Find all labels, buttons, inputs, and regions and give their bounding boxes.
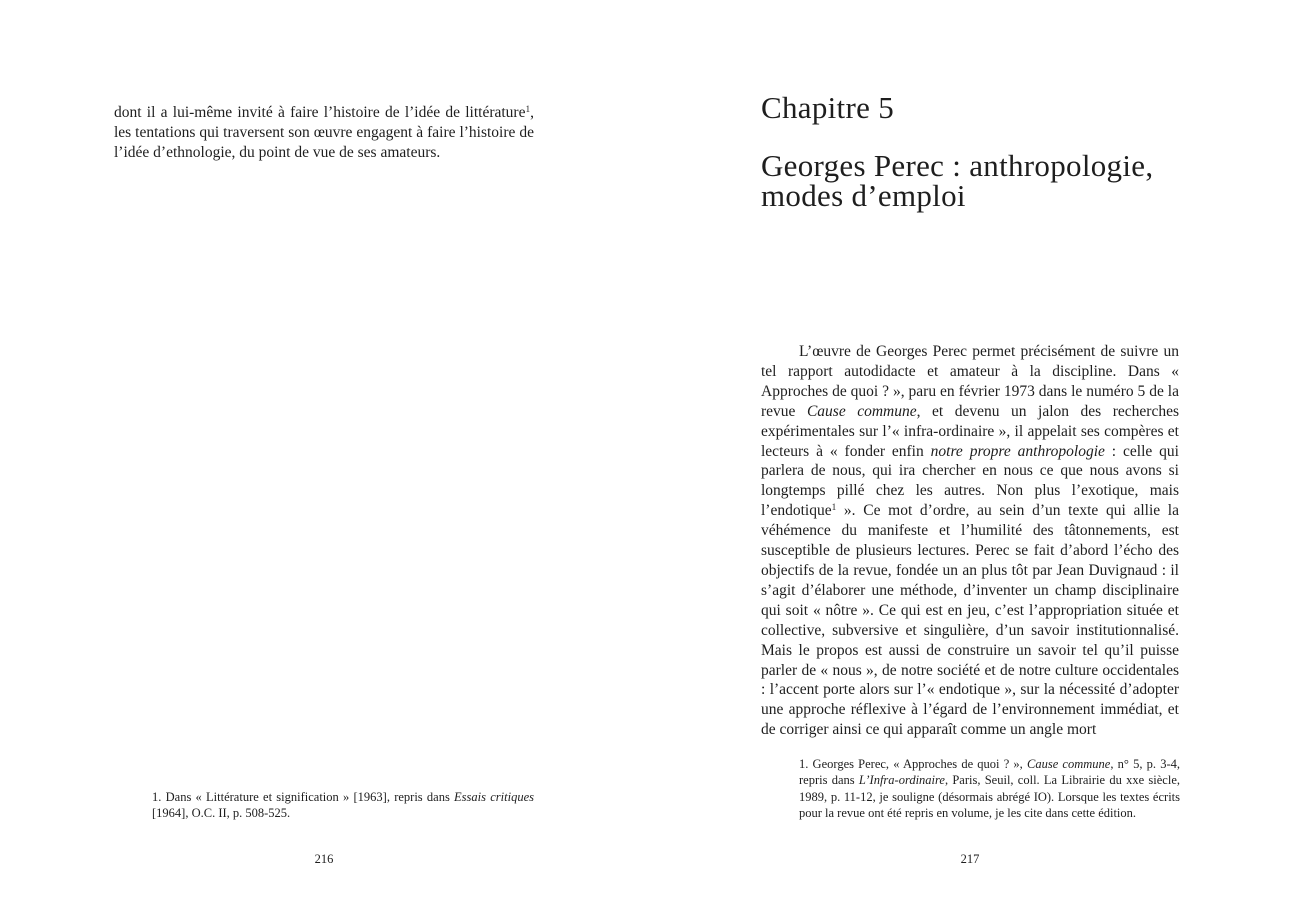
left-text-before-note: dont il a lui-même invité à faire l’histoire de l’idée de littérature (114, 104, 526, 121)
left-note-marker: 1 (525, 104, 531, 115)
body-italic-quote: notre propre anthropologie (930, 442, 1105, 460)
left-page (0, 0, 646, 913)
left-paragraph (114, 103, 534, 163)
page-number-right: 217 (960, 852, 980, 866)
body-segment: , et devenu un jalon des recherches expérimentales sur l’« infra-ordinaire », il appelait ses compères et lecteurs à « fonder enfin (761, 402, 1179, 460)
footnote-segment: , n° 5, p. 3-4, repris dans (799, 757, 1180, 788)
right-page (646, 0, 1293, 913)
chapter-title-line1: Georges Perec : anthropologie, (761, 148, 1154, 183)
left-footnote-number: 1. (152, 790, 162, 804)
body-segment: : celle qui parlera de nous, qui ira chercher en nous ce que nous avons si longtemps pillé chez les autres. Non plus l’exotique, mais l’endotique (761, 442, 1179, 520)
body-segment: ». Ce mot d’ordre, au sein d’un texte qui allie la véhémence du manifeste et l’humilité des tâtonnements, est susceptible de plusieurs lectures. Perec se fait d’abord l’écho des objectifs de la revue, fondée un an plus tôt par Jean Duvignaud : il s’agit d’élaborer une méthode, d’inventer un champ disciplinaire qui soit « nôtre ». Ce qui est en jeu, c’est l’appropriation située et collective, subversive et singulière, d’un savoir institutionnalisé. Mais le propos est aussi de construire un savoir tel qu’il puisse parler de « nous », de notre société et de notre culture occidentales : l’accent porte alors sur l’« endotique », sur la nécessité d’adopter une approche réflexive à l’égard de l’environnement immédiat, et de corriger ainsi ce qui apparaît comme un angle mort (761, 502, 1179, 739)
left-footnote-text-end: [1964], O.C. II, p. 508-525. (152, 806, 291, 821)
body-italic-title: Cause commune (806, 402, 917, 420)
footnote-italic-title: Cause commune (1027, 757, 1111, 771)
left-text-after-note: , les tentations qui traversent son œuvre engagent à faire l’histoire de l’idée d’ethnologie, du point de vue de ses amateurs. (114, 104, 534, 161)
footnote-segment: siècle, 1989, p. 11-12, je souligne (désormais abrégé IO). Lorsque les textes écrits pour la revue ont été repris en volume, je les cite dans cette édition. (799, 773, 1180, 821)
left-footnote (152, 789, 534, 822)
right-paragraph (761, 342, 1179, 740)
right-footnote-number: 1. (799, 757, 809, 771)
chapter-title (761, 148, 1191, 213)
right-footnote (799, 756, 1180, 822)
chapter-title-line2: modes d’emploi (761, 178, 966, 213)
left-footnote-text: Dans « Littérature et signification » [1963], repris dans (161, 790, 455, 804)
body-segment: L’œuvre de Georges Perec permet précisément de suivre un tel rapport autodidacte et amateur à la discipline. Dans « Approches de quoi ? », paru en février 1973 dans le numéro 5 de la revue (761, 343, 1179, 420)
footnote-century: xxe (1126, 773, 1145, 788)
left-body-text (114, 103, 534, 163)
footnote-segment: Georges Perec, « Approches de quoi ? », (808, 757, 1027, 771)
page-number-left: 216 (314, 852, 334, 866)
right-note-marker: 1 (831, 503, 837, 514)
footnote-segment: , Paris, Seuil, coll. La Librairie du (944, 773, 1127, 788)
left-footnote-title: Essais critiques (454, 790, 534, 804)
right-body-text (761, 342, 1179, 740)
chapter-label: Chapitre 5 (761, 90, 894, 125)
footnote-italic-title: L’Infra-ordinaire (858, 773, 945, 788)
